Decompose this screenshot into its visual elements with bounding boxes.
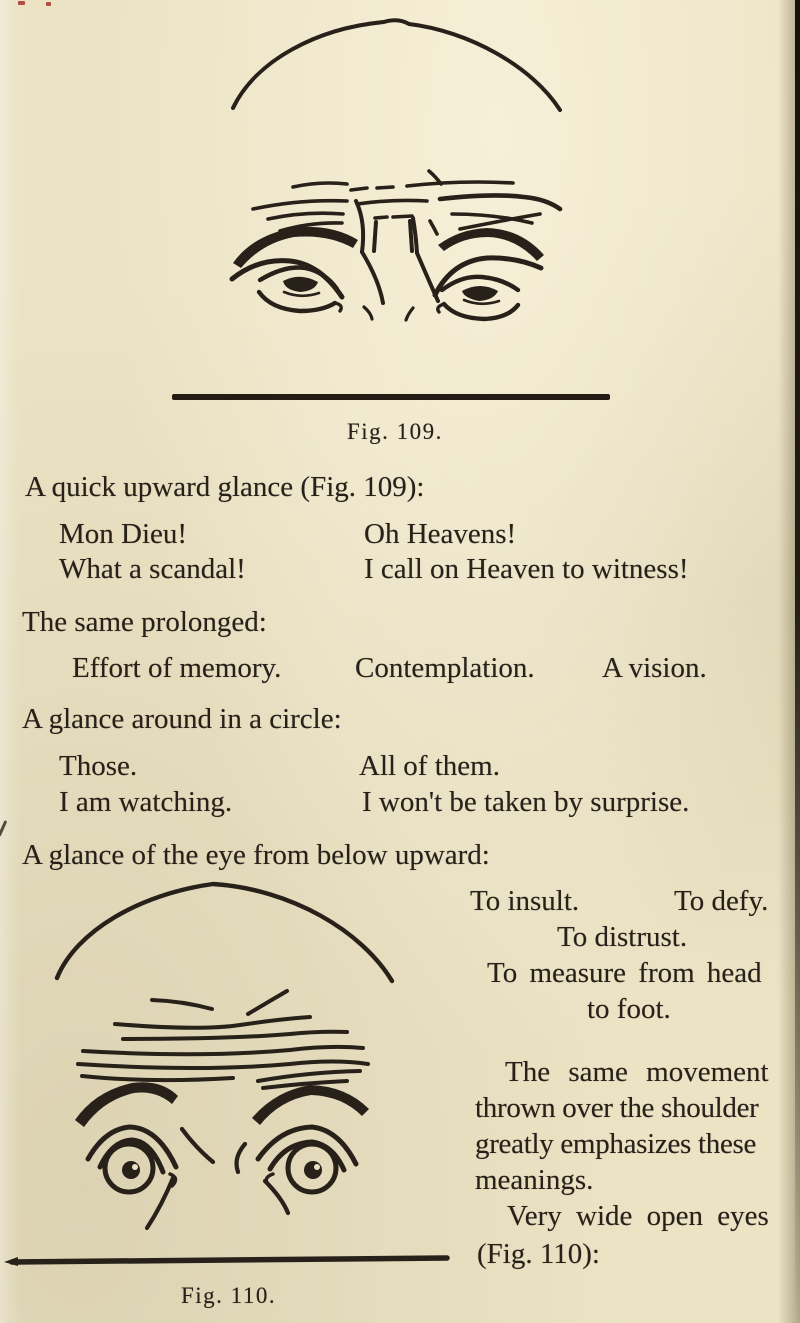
phrase-what-a-scandal: What a scandal! [59,553,246,585]
para-line-same-movement: The same movement [505,1056,769,1088]
fig110-wide-open-eyes-sketch [0,870,460,1310]
phrase-fig110-ref: (Fig. 110): [477,1238,600,1270]
phrase-to-distrust: To distrust. [557,921,688,953]
phrase-contemplation: Contemplation. [355,652,535,684]
phrase-to-insult: To insult. [470,885,580,917]
phrase-to-foot: to foot. [587,993,671,1025]
para-line-meanings: meanings. [475,1164,594,1196]
phrase-i-am-watching: I am watching. [59,786,233,818]
phrase-wide-open-eyes: Very wide open eyes [507,1200,769,1232]
para-line-over-shoulder: thrown over the shoulder [475,1092,759,1124]
fig110-forehead-wrinkles [78,991,368,1088]
fig109-center-creases [356,201,438,320]
page-edge-dark-strip [795,0,800,1323]
phrase-oh-heavens: Oh Heavens! [364,518,517,550]
red-speck-1 [18,1,25,5]
fig110-head-arc [57,884,392,981]
phrase-effort-of-memory: Effort of memory. [72,652,282,684]
phrase-mon-dieu: Mon Dieu! [59,518,188,550]
stray-ink-mark [0,820,7,837]
phrase-those: Those. [59,750,138,782]
heading-glance-below-upward: A glance of the eye from below upward: [22,839,490,871]
fig110-eyebrows [75,1082,369,1127]
phrase-measure-from-head: To measure from head [487,957,762,989]
fig109-eyes [259,268,518,320]
fig109-forehead-wrinkles [253,171,560,234]
phrase-to-defy: To defy. [674,885,769,917]
heading-quick-upward-glance: A quick upward glance (Fig. 109): [25,471,425,503]
fig110-eyes [105,1144,336,1192]
fig109-head-arc [233,20,560,110]
phrase-all-of-them: All of them. [359,750,500,782]
heading-same-prolonged: The same prolonged: [22,606,267,638]
red-speck-2 [46,2,51,6]
para-line-emphasizes: greatly emphasizes these [475,1128,757,1160]
heading-glance-in-circle: A glance around in a circle: [22,703,342,735]
phrase-call-on-heaven: I call on Heaven to witness! [364,553,689,585]
fig109-caption: Fig. 109. [347,419,443,444]
fig110-caption: Fig. 110. [181,1283,277,1308]
phrase-a-vision: A vision. [602,652,707,684]
fig109-upturned-eyes-sketch [150,0,650,460]
phrase-not-taken-by-surprise: I won't be taken by surprise. [362,786,690,818]
fig109-rule [172,394,610,400]
fig110-rule [4,1257,447,1266]
